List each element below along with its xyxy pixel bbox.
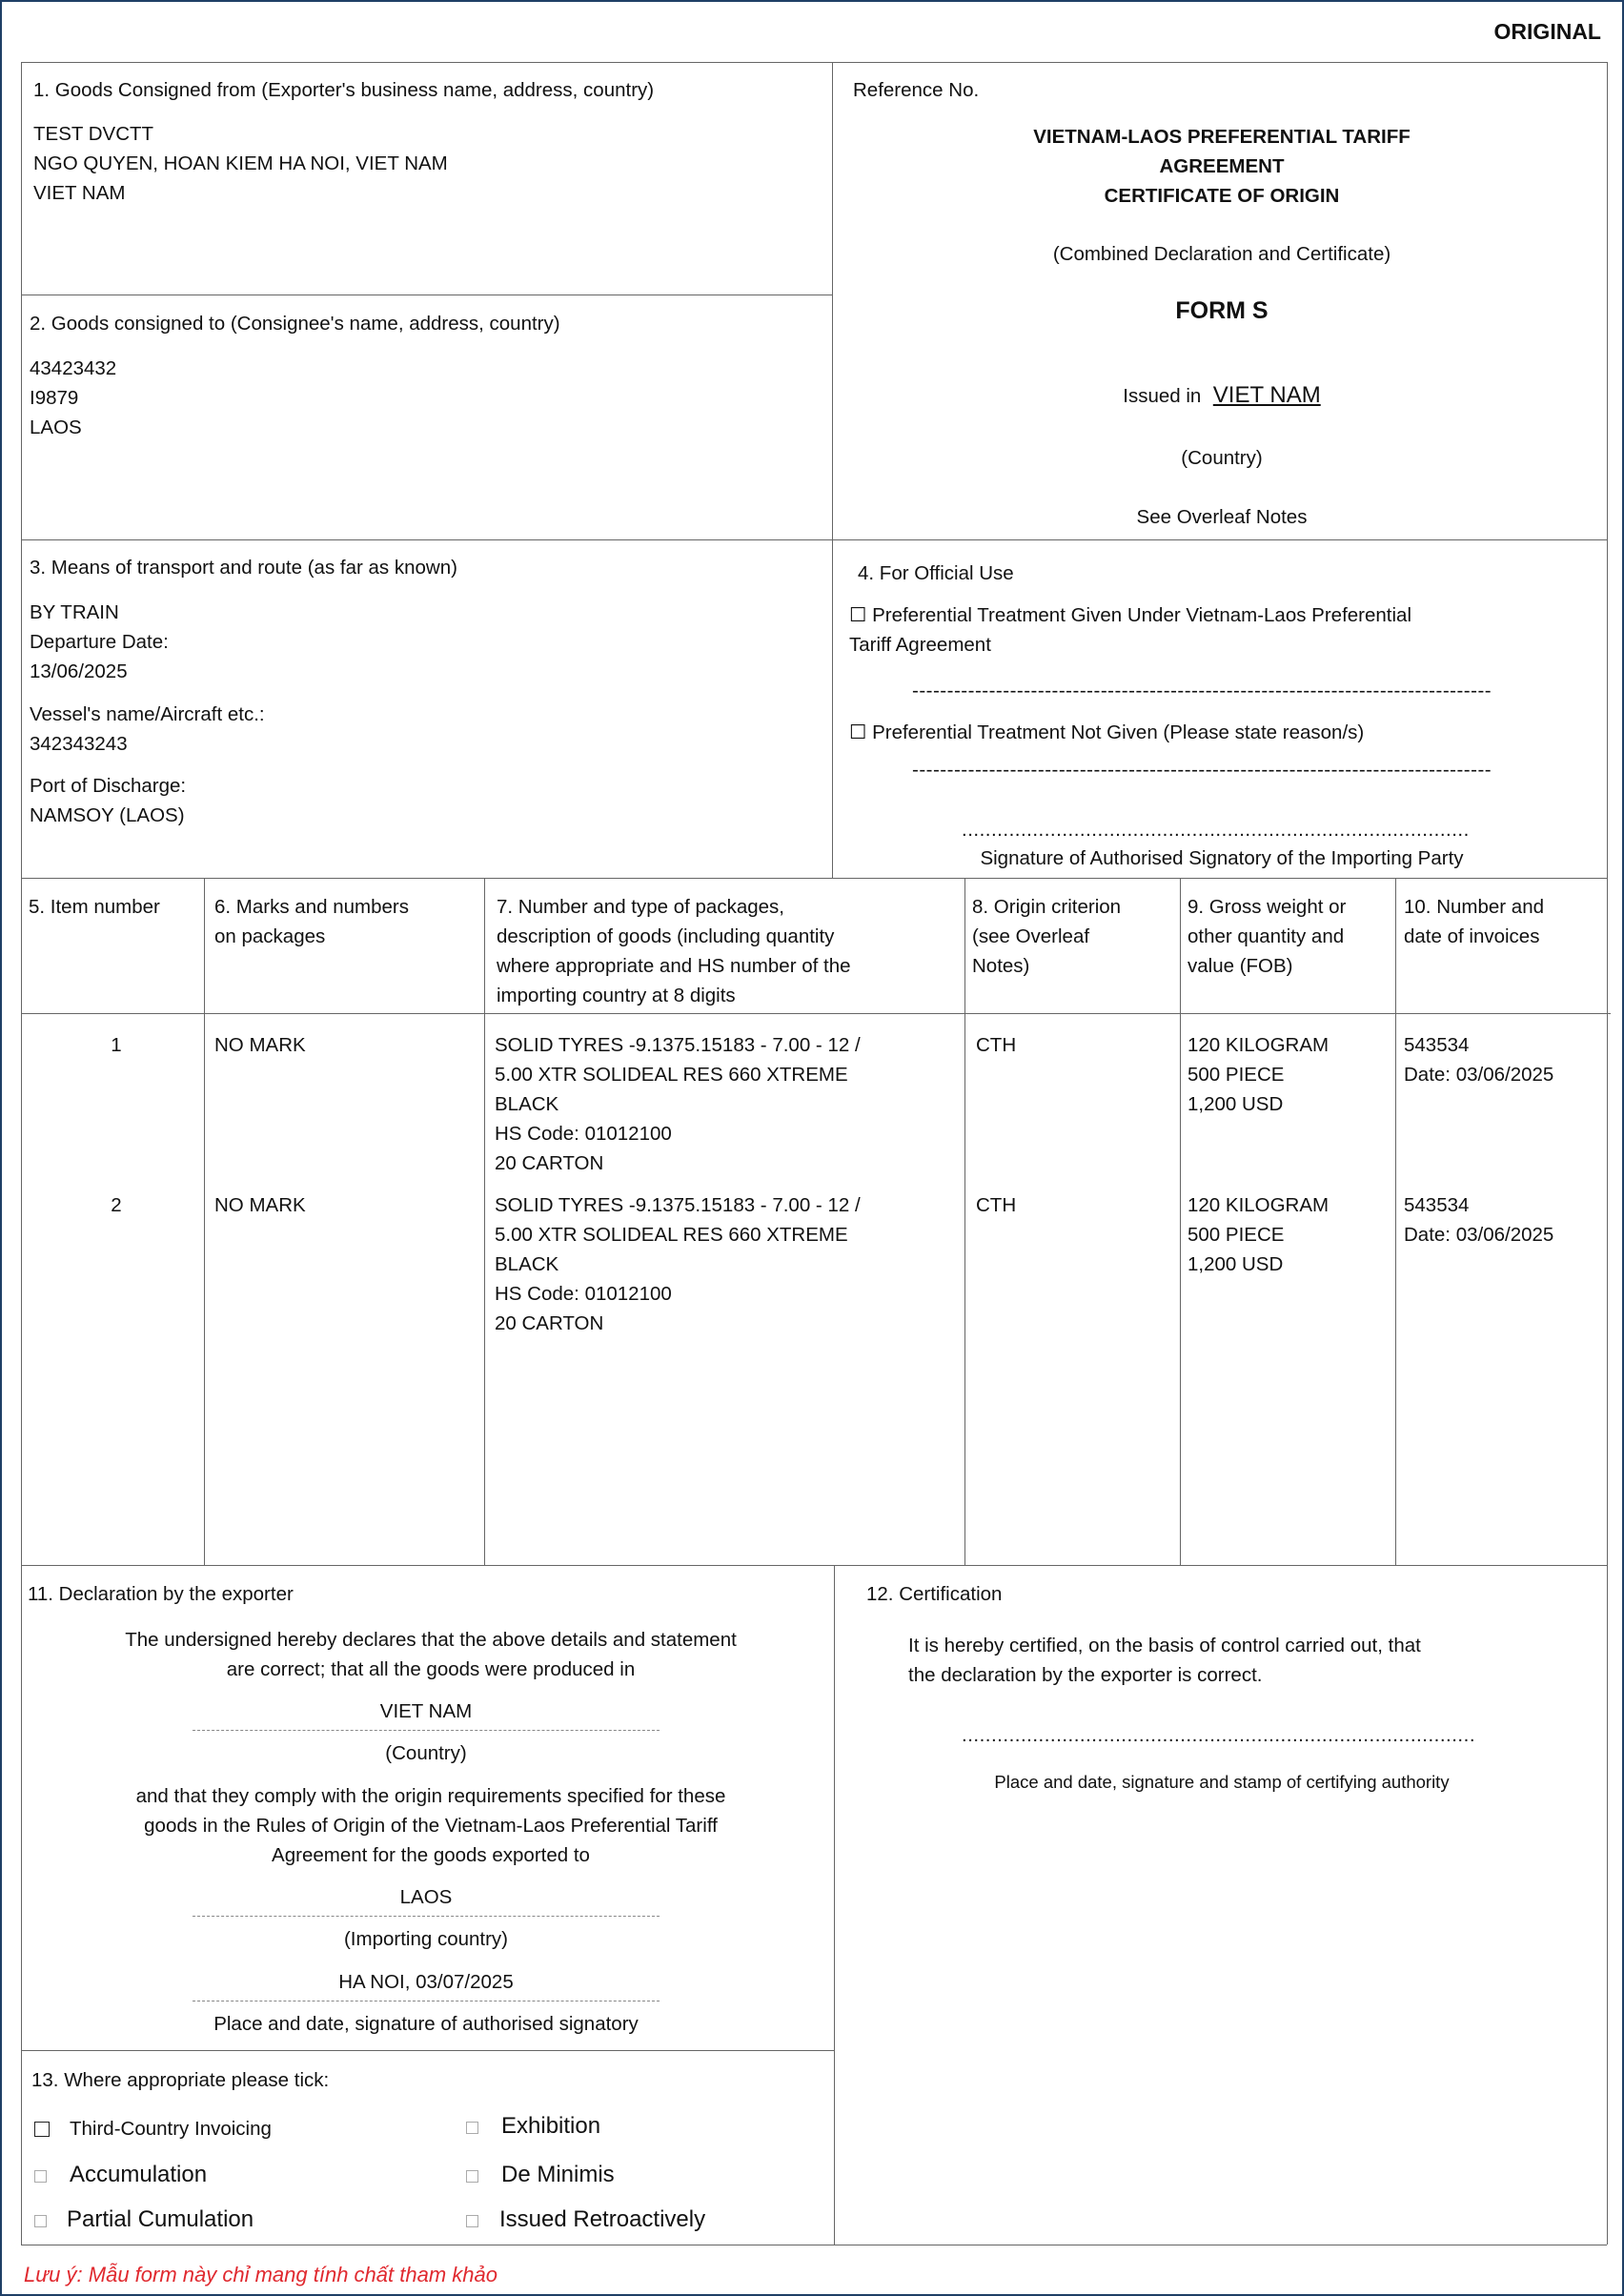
importing-country-underline [193,1916,660,1917]
declaration-text2-line2: goods in the Rules of Origin of the Vietnam-Laos Preferential Tariff [144,1815,718,1837]
retroactive-label: Issued Retroactively [499,2206,706,2232]
table-col-divider-4 [1180,878,1181,1565]
dash-line-1: ----------------------------------------------------------------------------------- [912,680,1492,701]
de-minimis-label: De Minimis [501,2162,615,2187]
treatment-given-line2: Tariff Agreement [849,634,991,656]
row1-desc-line2: 5.00 XTR SOLIDEAL RES 660 XTREME [495,1064,848,1086]
row2-item-number: 2 [111,1194,122,1216]
row2-desc-line3: BLACK [495,1253,559,1275]
vessel-label: Vessel's name/Aircraft etc.: [30,703,265,725]
accumulation-label: Accumulation [70,2162,208,2187]
issued-in-line [955,380,1489,413]
certifying-authority-label: Place and date, signature and stamp of certifying authority [994,1772,1450,1792]
certification-text-line2: the declaration by the exporter is correct. [908,1664,1263,1686]
header-invoices-line2: date of invoices [1404,925,1540,947]
row2-desc-line2: 5.00 XTR SOLIDEAL RES 660 XTREME [495,1224,848,1246]
see-overleaf-notes: See Overleaf Notes [1136,506,1308,528]
third-country-label: Third-Country Invoicing [70,2118,272,2140]
divider-table-header [21,1013,1611,1014]
header-marks: 6. Marks and numbers [214,896,409,918]
row2-value: 1,200 USD [1188,1253,1284,1275]
importing-country-value: LAOS [399,1886,453,1908]
row1-packages: 20 CARTON [495,1152,604,1174]
treatment-not-given: ☐ Preferential Treatment Not Given (Please state reason/s) [849,721,1365,743]
certificate-title-line3: CERTIFICATE OF ORIGIN [1104,185,1340,207]
form-border-top [21,62,1607,63]
row1-invoice-date: Date: 03/06/2025 [1404,1064,1554,1086]
accumulation-checkbox[interactable] [34,2170,47,2183]
header-weight-line3: value (FOB) [1188,955,1293,977]
exporter-country: VIET NAM [33,182,126,204]
row2-origin: CTH [976,1194,1017,1216]
treatment-given: ☐ Preferential Treatment Given Under Vietnam-Laos Preferential [849,604,1412,626]
row1-desc-line3: BLACK [495,1093,559,1115]
form-border-left [21,62,22,2245]
header-description-line2: description of goods (including quantity [497,925,835,947]
combined-declaration: (Combined Declaration and Certificate) [1052,243,1391,265]
row1-marks: NO MARK [214,1034,306,1056]
row1-item-number: 1 [111,1034,122,1056]
header-weight: 9. Gross weight or [1188,896,1347,918]
declaration-text-line1: The undersigned hereby declares that the above details and statement [125,1629,737,1651]
departure-date-value: 13/06/2025 [30,660,128,682]
row1-invoice-number: 543534 [1404,1034,1470,1056]
consignee-name: 43423432 [30,357,117,379]
dash-line-2: ----------------------------------------------------------------------------------- [912,759,1492,781]
header-origin: 8. Origin criterion [972,896,1122,918]
row1-origin: CTH [976,1034,1017,1056]
produced-in-label: (Country) [385,1742,467,1764]
declaration-text2-line1: and that they comply with the origin requirements specified for these [135,1785,726,1807]
row2-weight: 120 KILOGRAM [1188,1194,1330,1216]
declaration-text-line2: are correct; that all the goods were produced in [226,1658,636,1680]
produced-in-underline [193,1730,660,1731]
port-label: Port of Discharge: [30,775,187,797]
row2-hs-code: HS Code: 01012100 [495,1283,672,1305]
exhibition-label: Exhibition [501,2113,601,2139]
port-value: NAMSOY (LAOS) [30,804,185,826]
box1-label: 1. Goods Consigned from (Exporter's business name, address, country) [33,79,655,101]
de-minimis-checkbox[interactable] [466,2170,478,2183]
partial-cumulation-label: Partial Cumulation [67,2206,254,2232]
divider-upper-middle [832,62,833,879]
transport-mode: BY TRAIN [30,601,119,623]
exporter-place-date: HA NOI, 03/07/2025 [338,1971,514,1993]
header-invoices: 10. Number and [1404,896,1545,918]
box11-label: 11. Declaration by the exporter [28,1583,294,1605]
box12-label: 12. Certification [866,1583,1003,1605]
header-origin-line3: Notes) [972,955,1030,977]
header-marks-line2: on packages [214,925,326,947]
row2-invoice-number: 543534 [1404,1194,1470,1216]
consignee-address: I9879 [30,387,79,409]
certification-dots: ....................................................................................... [962,1724,1476,1746]
importing-country-label: (Importing country) [343,1928,509,1950]
importing-signature-label: Signature of Authorised Signatory of the Importing Party [980,847,1464,869]
produced-in-country: VIET NAM [379,1700,473,1722]
row1-quantity: 500 PIECE [1188,1064,1285,1086]
row2-quantity: 500 PIECE [1188,1224,1285,1246]
header-origin-line2: (see Overleaf [972,925,1090,947]
table-col-divider-5 [1395,878,1396,1565]
country-label: (Country) [1181,447,1263,469]
certification-text-line1: It is hereby certified, on the basis of control carried out, that [908,1635,1421,1656]
row2-packages: 20 CARTON [495,1312,604,1334]
exporter-address: NGO QUYEN, HOAN KIEM HA NOI, VIET NAM [33,152,448,174]
issued-in-value: VIET NAM [1212,382,1321,408]
form-name: FORM S [1175,297,1269,324]
original-label: ORIGINAL [1493,19,1601,44]
signature-dots: ...................................................................................... [962,819,1470,841]
exhibition-checkbox[interactable] [466,2122,478,2134]
certificate-title-line2: AGREEMENT [1159,155,1285,177]
box3-label: 3. Means of transport and route (as far as known) [30,557,457,579]
exporter-name: TEST DVCTT [33,123,154,145]
reference-label: Reference No. [853,79,980,101]
row2-marks: NO MARK [214,1194,306,1216]
row1-desc-line1: SOLID TYRES -9.1375.15183 - 7.00 - 12 / [495,1034,861,1056]
header-weight-line2: other quantity and [1188,925,1345,947]
divider-box11-box13 [21,2050,834,2051]
table-col-divider-2 [484,878,485,1565]
box13-label: 13. Where appropriate please tick: [31,2069,330,2091]
retroactive-checkbox[interactable] [466,2215,478,2227]
consignee-country: LAOS [30,417,82,438]
row1-weight: 120 KILOGRAM [1188,1034,1330,1056]
row2-desc-line1: SOLID TYRES -9.1375.15183 - 7.00 - 12 / [495,1194,861,1216]
form-border-right [1607,62,1608,2245]
departure-date-label: Departure Date: [30,631,169,653]
certificate-title-line1: VIETNAM-LAOS PREFERENTIAL TARIFF [1033,126,1411,148]
declaration-text2-line3: Agreement for the goods exported to [272,1844,590,1866]
divider-table-bottom [21,1565,1607,1566]
header-item-number: 5. Item number [29,896,160,918]
row1-value: 1,200 USD [1188,1093,1284,1115]
table-col-divider-1 [204,878,205,1565]
box4-label: 4. For Official Use [858,562,1014,584]
row1-hs-code: HS Code: 01012100 [495,1123,672,1145]
box2-label: 2. Goods consigned to (Consignee's name, address, country) [30,313,560,335]
header-description: 7. Number and type of packages, [497,896,784,918]
exporter-signature-label: Place and date, signature of authorised signatory [213,2013,639,2035]
issued-in-label: Issued in [1123,385,1202,407]
divider-lower-middle [834,1565,835,2245]
header-description-line3: where appropriate and HS number of the [497,955,851,977]
third-country-checkbox[interactable] [34,2122,50,2137]
row2-invoice-date: Date: 03/06/2025 [1404,1224,1554,1246]
reference-only-note: Lưu ý: Mẫu form này chỉ mang tính chất tham khảo [24,2263,497,2286]
divider-box3-table [21,878,1607,879]
divider-box2-box3 [21,539,1607,540]
table-col-divider-3 [964,878,965,1565]
vessel-value: 342343243 [30,733,128,755]
partial-cumulation-checkbox[interactable] [34,2215,47,2227]
header-description-line4: importing country at 8 digits [497,985,736,1006]
